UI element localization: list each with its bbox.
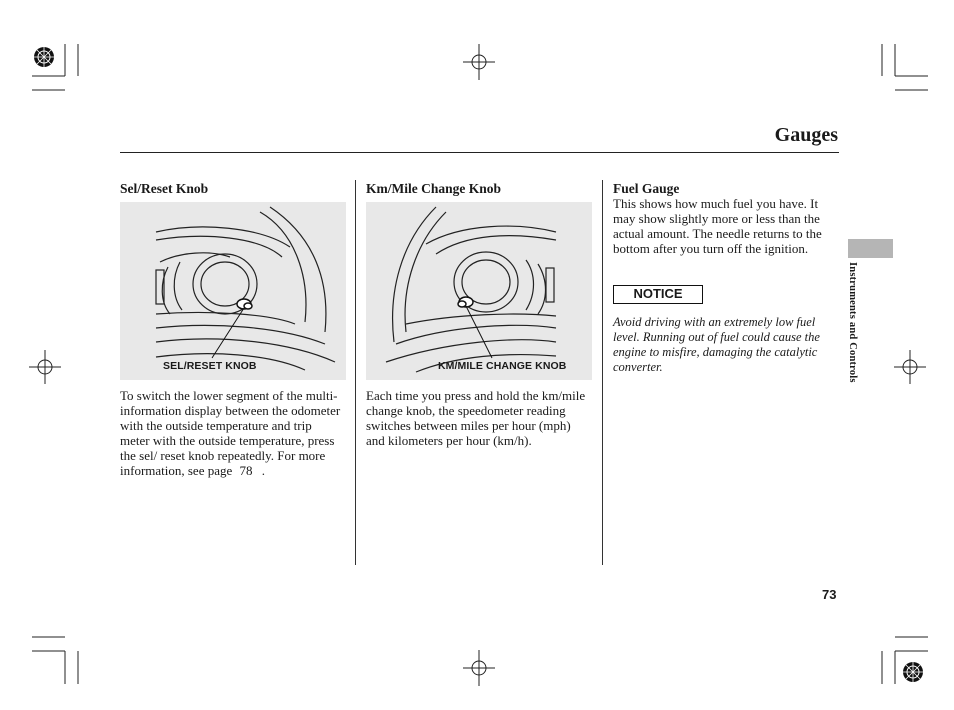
header-rule <box>120 152 839 153</box>
section-tab-label: Instruments and Controls <box>847 262 858 383</box>
column-divider <box>355 180 356 565</box>
notice-badge: NOTICE <box>613 285 703 304</box>
page-reference-link[interactable]: 78 <box>239 463 253 478</box>
illustration-sel-reset-knob <box>120 202 346 380</box>
notice-text: Avoid driving with an extremely low fuel level. Running out of fuel could cause the engine to misfire, damaging the catalytic converter. <box>613 315 820 374</box>
registration-starburst-bottom-right <box>903 662 923 682</box>
registration-starburst-top-left <box>34 47 54 67</box>
dashboard-drawing <box>120 202 346 380</box>
illustration-km-mile-change-knob <box>366 202 592 380</box>
column-divider <box>602 180 603 565</box>
body-text-tail: . <box>261 463 266 478</box>
page-number: 73 <box>822 587 837 602</box>
body-paragraph: Each time you press and hold the km/mile change knob, the speedometer reading switches between miles per hour (mph) and kilometers per hour (km/h). <box>366 388 586 448</box>
body-paragraph: This shows how much fuel you have. It may show slightly more or less than the actual amount. The needle returns to the bottom after you turn off the ignition. <box>613 196 822 256</box>
illustration-caption: KM/MILE CHANGE KNOB <box>438 360 567 372</box>
body-paragraph <box>120 388 344 478</box>
section-tab <box>848 239 893 258</box>
section-heading: Sel/Reset Knob <box>120 181 209 196</box>
body-text: To switch the lower segment of the multi-information display between the odometer with the outside temperature and trip meter with the outside temperature, press the sel/ reset knob repeatedly. For more information, see page <box>120 388 341 478</box>
section-heading: Km/Mile Change Knob <box>366 181 502 196</box>
section-heading: Fuel Gauge <box>613 181 680 196</box>
page-title: Gauges <box>774 124 838 146</box>
illustration-caption: SEL/RESET KNOB <box>163 360 257 372</box>
dashboard-drawing <box>366 202 592 380</box>
